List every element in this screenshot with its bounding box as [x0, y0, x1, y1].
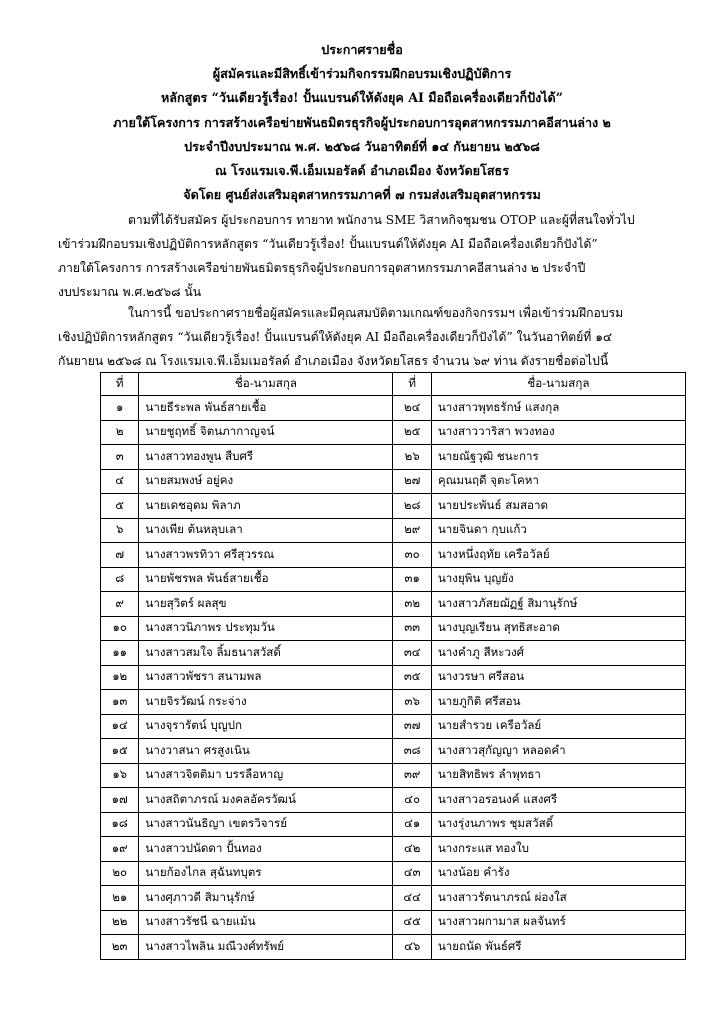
table-row	[101, 935, 686, 960]
participant-name: นางสาวไพลิน มณีวงศ์ทรัพย์	[139, 935, 393, 960]
table-row	[101, 690, 686, 715]
participant-name: คุณมนฤดี จุตะโคหา	[431, 469, 685, 494]
row-number: ๔๔	[393, 886, 431, 911]
participant-name: นางศุภาวดี สิมานุรักษ์	[139, 886, 393, 911]
table-row	[101, 812, 686, 837]
row-number: ๓๑	[393, 567, 431, 592]
participant-name: นายภูกิติ ศรีสอน	[431, 690, 685, 715]
intro-line: ตามที่ได้รับสมัคร ผู้ประกอบการ ทายาท พนักงาน SME วิสาหกิจชุมชน OTOP และผู้ที่สนใจทั่วไป	[128, 213, 635, 227]
participant-name: นางบุญเรียน สุทธิสะอาด	[431, 616, 685, 641]
participant-name: นางสาวผกามาส ผลจันทร์	[431, 910, 685, 935]
participant-name: นางเพีย ต้นหลุบเลา	[139, 518, 393, 543]
participant-name: นางสาววาริสา พวงทอง	[431, 420, 685, 445]
table-row	[101, 714, 686, 739]
row-number: ๘	[101, 567, 139, 592]
row-number: ๓๒	[393, 592, 431, 617]
participant-name: นายจิรวัฒน์ กระจ่าง	[139, 690, 393, 715]
row-number: ๑๗	[101, 788, 139, 813]
participant-name: นางสาวพรทิวา ศรีสุวรรณ	[139, 543, 393, 568]
row-number: ๒๓	[101, 935, 139, 960]
participant-name: นางสาวรัชนี ฉายแม้น	[139, 910, 393, 935]
participant-name: นายสมพงษ์ อยู่คง	[139, 469, 393, 494]
participants-table	[100, 372, 686, 960]
row-number: ๓๘	[393, 739, 431, 764]
row-number: ๓๖	[393, 690, 431, 715]
table-row	[101, 445, 686, 470]
announcement-paragraph	[58, 301, 678, 373]
row-number: ๕	[101, 494, 139, 519]
header-name: ชื่อ-นามสกุล	[139, 373, 393, 396]
row-number: ๔	[101, 469, 139, 494]
participant-name: นายจินดา กุบแก้ว	[431, 518, 685, 543]
row-number: ๗	[101, 543, 139, 568]
row-number: ๓	[101, 445, 139, 470]
table-row	[101, 641, 686, 666]
announcement-line: เชิงปฏิบัติการหลักสูตร “วันเดียวรู้เรื่อง! ปั้นแบรนด์ให้ดังยุค AI มือถือเครื่องเดียวก็ปังได้” ในวันอาทิตย์ที่ ๑๔	[58, 330, 613, 344]
row-number: ๓๓	[393, 616, 431, 641]
intro-paragraph	[58, 208, 678, 304]
row-number: ๓๕	[393, 665, 431, 690]
table-row	[101, 469, 686, 494]
participant-name: นายสิทธิพร ลำพุทธา	[431, 763, 685, 788]
participant-name: นางน้อย คำรัง	[431, 861, 685, 886]
row-number: ๔๐	[393, 788, 431, 813]
row-number: ๔๓	[393, 861, 431, 886]
table-header-row	[101, 373, 686, 396]
row-number: ๒๙	[393, 518, 431, 543]
participant-name: นางกระแส ทองใบ	[431, 837, 685, 862]
participant-name: นางวรษา ศรีสอน	[431, 665, 685, 690]
table-row	[101, 616, 686, 641]
table-row	[101, 861, 686, 886]
row-number: ๓๐	[393, 543, 431, 568]
table-row	[101, 763, 686, 788]
table-row	[101, 567, 686, 592]
participant-name: นายก้องไกล สุฉันทบุตร	[139, 861, 393, 886]
row-number: ๓๗	[393, 714, 431, 739]
participants-table-body	[101, 396, 686, 960]
participant-name: นางคำภู สีหะวงศ์	[431, 641, 685, 666]
participant-name: นางสถิตาภรณ์ มงคลอัครวัฒน์	[139, 788, 393, 813]
participant-name: นายธีระพล พันธ์สายเชื้อ	[139, 396, 393, 421]
participant-name: นางวาสนา ศรสูงเนิน	[139, 739, 393, 764]
row-number: ๙	[101, 592, 139, 617]
row-number: ๑๔	[101, 714, 139, 739]
row-number: ๒	[101, 420, 139, 445]
row-number: ๔๒	[393, 837, 431, 862]
table-row	[101, 788, 686, 813]
announcement-title: ประกาศรายชื่อ	[321, 42, 403, 57]
participant-name: นางสาวปนัดดา ปั้นทอง	[139, 837, 393, 862]
row-number: ๒๑	[101, 886, 139, 911]
row-number: ๑๙	[101, 837, 139, 862]
row-number: ๒๐	[101, 861, 139, 886]
participant-name: นางสาวภัสยฌัฏฐ์ สิมานุรักษ์	[431, 592, 685, 617]
participant-name: นายณัฐวุฒิ ชนะการ	[431, 445, 685, 470]
table-row	[101, 739, 686, 764]
organizer: จัดโดย ศูนย์ส่งเสริมอุตสาหกรรมภาคที่ ๗ กรมส่งเสริมอุตสาหกรรม	[183, 187, 541, 203]
row-number: ๑๕	[101, 739, 139, 764]
participant-name: นางสาวนิภาพร ประทุมวัน	[139, 616, 393, 641]
intro-line: งบประมาณ พ.ศ.๒๕๖๘ นั้น	[58, 285, 202, 299]
participant-name: นางสาวทองพูน สืบศรี	[139, 445, 393, 470]
table-row	[101, 592, 686, 617]
row-number: ๒๘	[393, 494, 431, 519]
participant-name: นางหนึ่งฤทัย เครือวัลย์	[431, 543, 685, 568]
intro-line: เข้าร่วมฝึกอบรมเชิงปฏิบัติการหลักสูตร “วันเดียวรู้เรื่อง! ปั้นแบรนด์ให้ดังยุค AI มือถือเครื่องเดียวก็ปังได้”	[58, 237, 598, 251]
row-number: ๔๕	[393, 910, 431, 935]
row-number: ๓๙	[393, 763, 431, 788]
row-number: ๑๘	[101, 812, 139, 837]
row-number: ๔๑	[393, 812, 431, 837]
venue: ณ โรงแรมเจ.พี.เอ็มเมอรัลด์ อำเภอเมือง จังหวัดยโสธร	[215, 163, 509, 179]
table-row	[101, 494, 686, 519]
participant-name: นางสาวพัชรา สนามพล	[139, 665, 393, 690]
row-number: ๒๕	[393, 420, 431, 445]
table-row	[101, 518, 686, 543]
table-row	[101, 910, 686, 935]
announcement-line: ในการนี้ ขอประกาศรายชื่อผู้สมัครและมีคุณสมบัติตามเกณฑ์ของกิจกรรมฯ เพื่อเข้าร่วมฝึกอบรม	[128, 306, 624, 320]
row-number: ๑	[101, 396, 139, 421]
participant-name: นายถนัด พันธ์ศรี	[431, 935, 685, 960]
header-number: ที่	[393, 373, 431, 396]
participant-name: นางสาวอรอนงค์ แสงศรี	[431, 788, 685, 813]
participant-name: นายสุวิตร์ ผลสุข	[139, 592, 393, 617]
participant-name: นางรุ่งนภาพร ชุมสวัสดิ์	[431, 812, 685, 837]
header-name: ชื่อ-นามสกุล	[431, 373, 685, 396]
project-name: ภายใต้โครงการ การสร้างเครือข่ายพันธมิตรธุรกิจผู้ประกอบการอุตสาหกรรมภาคอีสานล่าง ๒	[113, 114, 611, 130]
row-number: ๓๔	[393, 641, 431, 666]
row-number: ๒๖	[393, 445, 431, 470]
row-number: ๑๖	[101, 763, 139, 788]
participant-name: นางสาวสมใจ ลิ้มธนาสวัสดิ์	[139, 641, 393, 666]
announcement-header	[0, 38, 724, 207]
table-row	[101, 665, 686, 690]
participant-name: นางยุพิน บุญยัง	[431, 567, 685, 592]
row-number: ๑๐	[101, 616, 139, 641]
participant-name: นางสาวรัตนาภรณ์ ผ่องใส	[431, 886, 685, 911]
participant-name: นางจุรารัตน์ บุญปก	[139, 714, 393, 739]
row-number: ๑๑	[101, 641, 139, 666]
header-number: ที่	[101, 373, 139, 396]
table-row	[101, 886, 686, 911]
participant-name: นางสาวนันธิญา เขตรวิจารย์	[139, 812, 393, 837]
participant-name: นายประพันธ์ สมสอาด	[431, 494, 685, 519]
course-name: หลักสูตร “วันเดียวรู้เรื่อง! ปั้นแบรนด์ให้ดังยุค AI มือถือเครื่องเดียวก็ปังได้”	[161, 90, 563, 106]
participant-name: นางสาวพุทธรักษ์ แสงกุล	[431, 396, 685, 421]
table-row	[101, 837, 686, 862]
participant-name: นางสาวจิตติมา บรรลือหาญ	[139, 763, 393, 788]
participant-name: นางสาวสุกัญญา หลอดคำ	[431, 739, 685, 764]
row-number: ๒๗	[393, 469, 431, 494]
row-number: ๑๒	[101, 665, 139, 690]
participant-name: นายชูฤทธิ์ จิตนภากาญจน์	[139, 420, 393, 445]
fiscal-year-date: ประจำปีงบประมาณ พ.ศ. ๒๕๖๘ วันอาทิตย์ที่ ๑๔ กันยายน ๒๕๖๘	[184, 138, 540, 154]
subtitle-applicants: ผู้สมัครและมีสิทธิ์เข้าร่วมกิจกรรมฝึกอบรมเชิงปฏิบัติการ	[212, 66, 512, 82]
row-number: ๖	[101, 518, 139, 543]
table-row	[101, 420, 686, 445]
row-number: ๒๔	[393, 396, 431, 421]
table-row	[101, 396, 686, 421]
row-number: ๑๓	[101, 690, 139, 715]
participant-name: นายเดชอุดม พิลาภ	[139, 494, 393, 519]
row-number: ๒๒	[101, 910, 139, 935]
participant-name: นายพัชรพล พันธ์สายเชื้อ	[139, 567, 393, 592]
row-number: ๔๖	[393, 935, 431, 960]
participant-name: นายสำรวย เครือวัลย์	[431, 714, 685, 739]
table-row	[101, 543, 686, 568]
intro-line: ภายใต้โครงการ การสร้างเครือข่ายพันธมิตรธุรกิจผู้ประกอบการอุตสาหกรรมภาคอีสานล่าง ๒ ประจำปี	[58, 261, 586, 275]
announcement-line: กันยายน ๒๕๖๘ ณ โรงแรมเจ.พี.เอ็มเมอรัลด์ อำเภอเมือง จังหวัดยโสธร จำนวน ๖๙ ท่าน ดังรายชื่อต่อไปนี้	[58, 354, 609, 368]
